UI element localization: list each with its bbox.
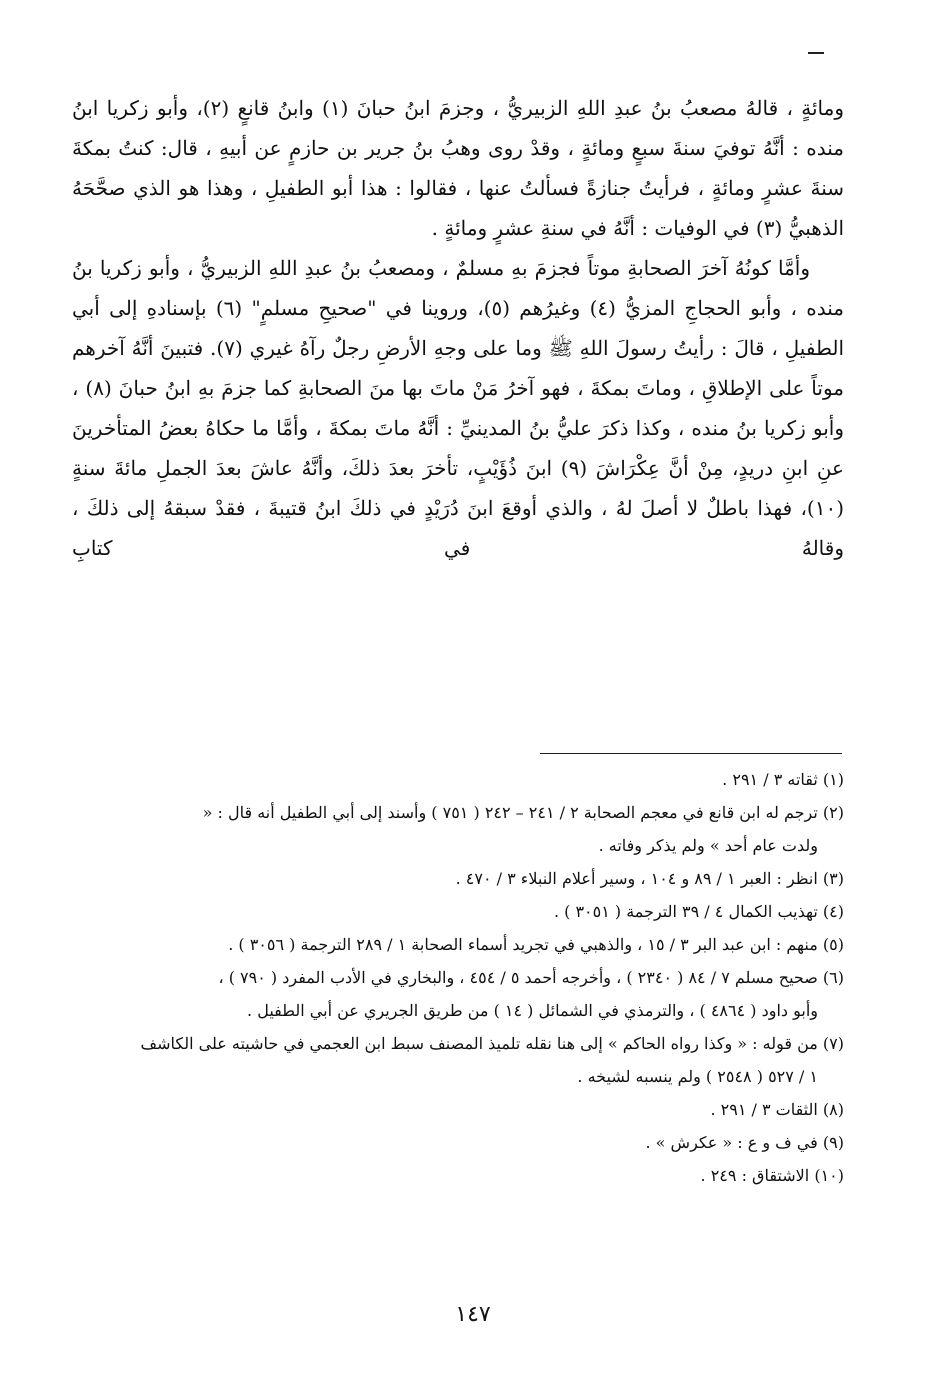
footnotes	[108, 768, 844, 1197]
footnote-continuation: ١ / ٥٢٧ ( ٢٥٤٨ ) ولم ينسبه لشيخه .	[577, 1067, 818, 1086]
footnote-5	[108, 933, 844, 957]
footnote-text: (٨) الثقات ٣ / ٢٩١ .	[710, 1100, 844, 1119]
footnote-text: (٣) انظر : العبر ١ / ٨٩ و ١٠٤ ، وسير أعلام النبلاء ٣ / ٤٧٠ .	[455, 869, 844, 888]
top-mark	[808, 52, 824, 54]
footnote-2	[108, 801, 844, 858]
footnote-9	[108, 1131, 844, 1155]
main-text	[72, 88, 844, 568]
footnote-continuation: وأبو داود ( ٤٨٦٤ ) ، والترمذي في الشمائل ( ١٤ ) من طريق الجريري عن أبي الطفيل .	[247, 1001, 818, 1020]
footnote-text: (٦) صحيح مسلم ٧ / ٨٤ ( ٢٣٤٠ ) ، وأخرجه أحمد ٥ / ٤٥٤ ، والبخاري في الأدب المفرد ( ٧٩٠ ) ،	[218, 968, 844, 987]
paragraph-1: ومائةٍ ، قالهُ مصعبُ بنُ عبدِ اللهِ الزبيريُّ ، وجزمَ ابنُ حبانَ (١) وابنُ قانعٍ (٢)، وأبو زكريا ابنُ منده : أنَّهُ توفيَ سنةَ سبعٍ ومائةٍ ، وقدْ روى وهبُ بنُ جرير بن حازمٍ عن أبيهِ ، قال: كنتُ بمكةَ سنةَ عشرٍ ومائةٍ ، فرأيتُ جنازةً فسألتُ عنها ، فقالوا : هذا أبو الطفيلِ ، وهذا هو الذي صحَّحَهُ الذهبيُّ (٣) في الوفيات : أنَّهُ في سنةِ عشرٍ ومائةٍ .	[72, 96, 844, 240]
footnote-7	[108, 1032, 844, 1089]
footnote-6	[108, 966, 844, 1023]
footnote-text: (٧) من قوله : « وكذا رواه الحاكم » إلى هنا نقله تلميذ المصنف سبط ابن العجمي في حاشيته على الكاشف	[140, 1034, 844, 1053]
footnote-3	[108, 867, 844, 891]
footnote-10	[108, 1164, 844, 1188]
footnote-text: (٤) تهذيب الكمال ٤ / ٣٩ الترجمة ( ٣٠٥١ ) .	[553, 902, 844, 921]
footnote-text: (١٠) الاشتقاق : ٢٤٩ .	[700, 1166, 844, 1185]
footnote-text: (١) ثقاته ٣ / ٢٩١ .	[722, 770, 844, 789]
footnote-continuation: ولدت عام أحد » ولم يذكر وفاته .	[598, 836, 818, 855]
footnote-8	[108, 1098, 844, 1122]
paragraph-2: وأمَّا كونُهُ آخرَ الصحابةِ موتاً فجزمَ بهِ مسلمٌ ، ومصعبُ بنُ عبدِ اللهِ الزبيريُّ ، وأبو زكريا بنُ منده ، وأبو الحجاجِ المزيُّ (٤) وغيرُهم (٥)، وروينا في "صحيحِ مسلمٍ" (٦) بإسنادهِ إلى أبي الطفيلِ ، قالَ : رأيتُ رسولَ اللهِ ﷺ وما على وجهِ الأرضِ رجلٌ رآهُ غيري (٧). فتبينَ أنَّهُ آخرهم موتاً على الإطلاقِ ، وماتَ بمكةَ ، فهو آخرُ مَنْ ماتَ بها منَ الصحابةِ كما جزمَ بهِ ابنُ حبانَ (٨) ، وأبو زكريا بنُ منده ، وكذا ذكرَ عليُّ بنُ المدينيِّ : أنَّهُ ماتَ بمكةَ ، وأمَّا ما حكاهُ بعضُ المتأخرينَ عنِ ابنِ دريدٍ، مِنْ أنَّ عِكْرَاشَ (٩) ابنَ ذُؤَيْبٍ، تأخرَ بعدَ ذلكَ، وأنَّهُ عاشَ بعدَ الجملِ مائةَ سنةٍ (١٠)، فهذا باطلٌ لا أصلَ لهُ ، والذي أوقعَ ابنَ دُرَيْدٍ في ذلكَ ابنُ قتيبةَ ، فقدْ سبقهُ إلى ذلكَ ، وقالهُ في كتابِ	[72, 256, 844, 560]
footnote-text: (٢) ترجم له ابن قانع في معجم الصحابة ٢ / ٢٤١ – ٢٤٢ ( ٧٥١ ) وأسند إلى أبي الطفيل أنه قال : «	[202, 803, 844, 822]
footnote-text: (٥) منهم : ابن عبد البر ٣ / ١٥ ، والذهبي في تجريد أسماء الصحابة ١ / ٢٨٩ الترجمة ( ٣٠٥٦ ) .	[228, 935, 844, 954]
footnote-text: (٩) في ف و ع : « عكرش » .	[645, 1133, 844, 1152]
footnote-separator	[540, 753, 842, 754]
footnote-4	[108, 900, 844, 924]
page-number: ١٤٧	[455, 1302, 491, 1327]
footnote-1	[108, 768, 844, 792]
